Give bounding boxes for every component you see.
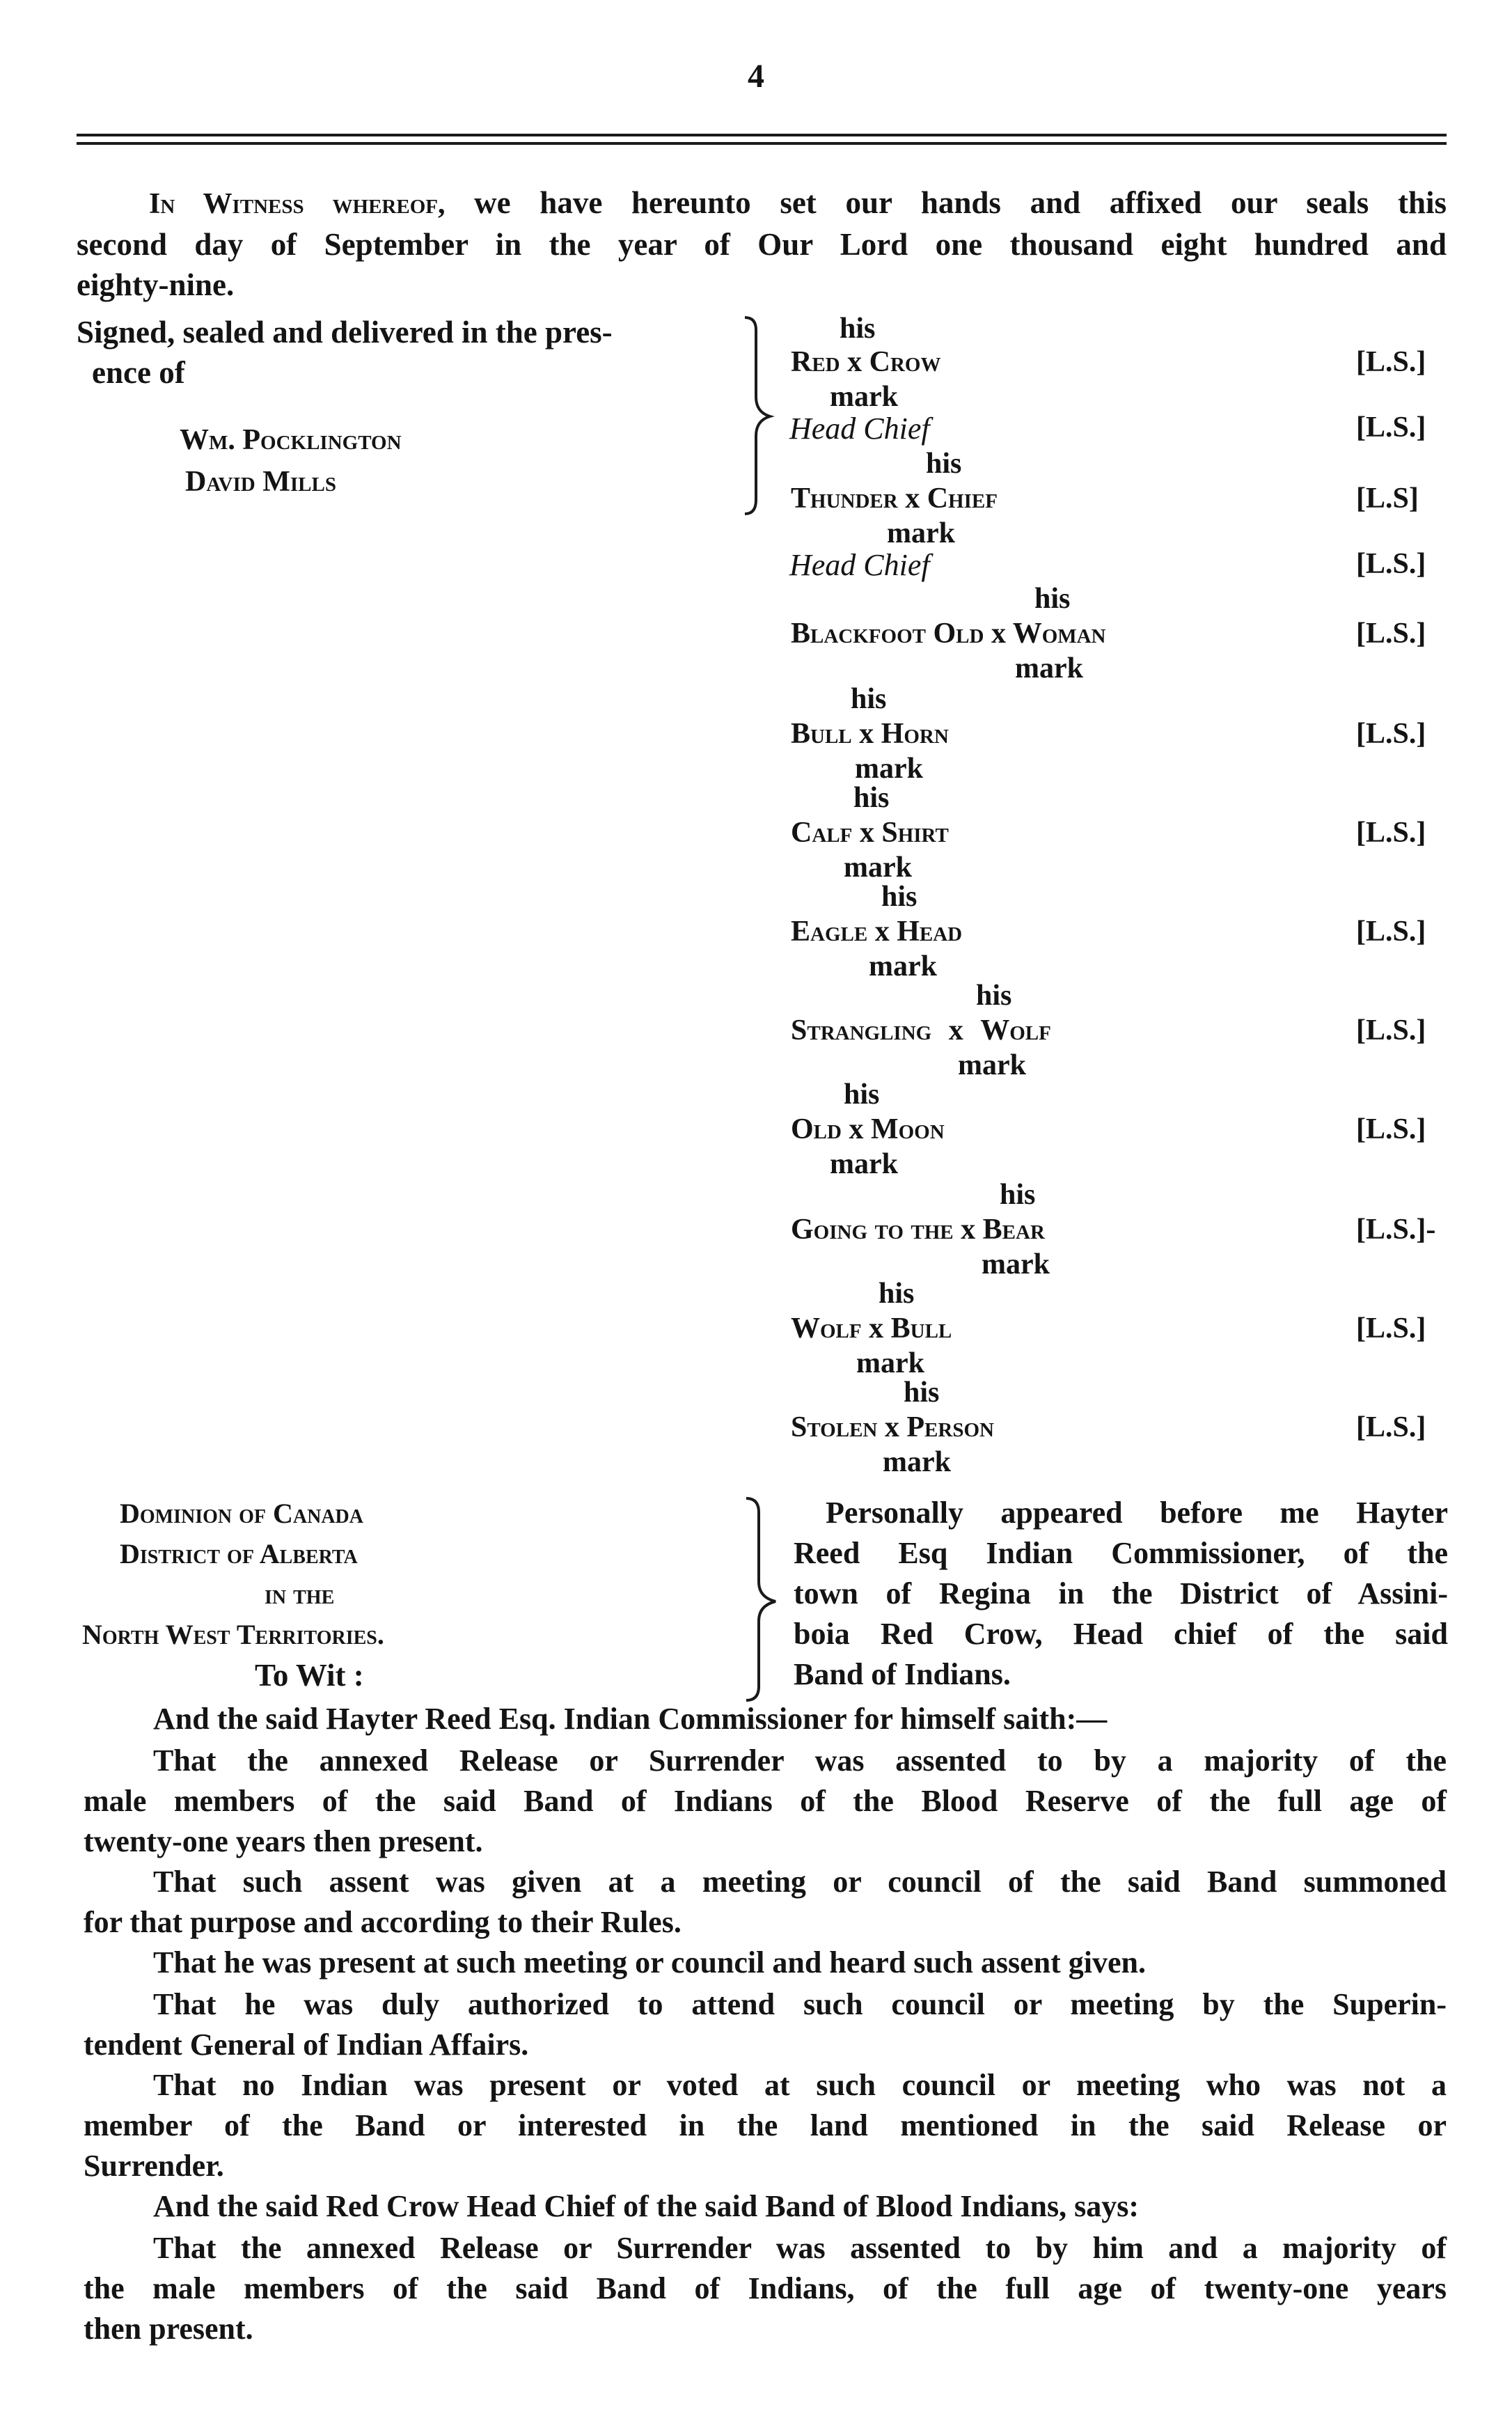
witness-lead: In Witness whereof, [149,188,446,220]
signatory-name: Strangling x Wolf [791,1014,1051,1047]
witness-clause-line-1: In Witness whereof, we have hereunto set our hands and affixed our seals this [149,185,1447,220]
body-paragraph-authorized: That he was duly authorized to attend such council or meeting by the Superin- tendent General of Indian Affairs. [84,1987,1447,2062]
signatory-name: Going to the x Bear [791,1214,1045,1246]
his-label: his [879,1278,915,1310]
seal-mark: [L.S.] [1356,1113,1426,1145]
mark-label: mark [883,1446,951,1478]
his-label: his [1000,1179,1036,1211]
seal-mark: [L.S.] [1356,346,1426,378]
his-label: his [881,881,918,913]
signatory-name: Thunder x Chief [791,483,998,515]
personally-appeared-paragraph: Personally appeared before me Hayter Reed Esq Indian Commissioner, of the town of Regina in the District of Assini- boia Red Crow, Head chief of the said Band of Indians. [794,1496,1448,1691]
witness-clause-line-3: eighty-nine. [77,267,235,302]
seal-mark: [L.S.] [1356,718,1426,750]
signatory-name: Wolf x Bull [791,1312,952,1345]
his-label: his [904,1377,940,1409]
body-paragraph-present: That he was present at such meeting or council and heard such assent given. [153,1945,1147,1980]
signatory-name: Calf x Shirt [791,817,949,849]
mark-label: mark [958,1049,1026,1081]
mark-label: mark [830,1148,898,1180]
seal-mark: [L.S.] [1356,618,1426,650]
signatory-name: Eagle x Head [791,916,963,948]
his-label: his [844,1079,880,1111]
his-label: his [976,980,1012,1012]
signatory-name: Red x Crow [791,346,941,378]
witness-clause [77,182,1447,305]
body-paragraph-no-indian: That no Indian was present or voted at such council or meeting who was not a member of the Band or interested in the land mentioned in the said Release or Surrender. [84,2068,1447,2183]
mark-label: mark [887,517,955,549]
seal-mark: [L.S.] [1356,411,1426,444]
page-number: 4 [748,58,764,95]
his-label: his [926,448,962,480]
seal-mark: [L.S.] [1356,916,1426,948]
signed-sealed-text: Signed, sealed and delivered in the pres- ence of [77,315,613,390]
his-label: his [1034,583,1071,615]
mark-label: mark [844,852,912,884]
to-wit: To Wit : [255,1658,364,1693]
mark-label: mark [855,753,923,785]
body-paragraph-meeting: That such assent was given at a meeting or council of the said Band summoned for that purpose and according to their Rules. [84,1865,1447,1939]
body-paragraph-red-crow-says: And the said Red Crow Head Chief of the said Band of Blood Indians, says: [153,2189,1140,2223]
seal-mark: [L.S.] [1356,1014,1426,1047]
his-label: his [840,313,876,345]
jurisdiction-territories: North West Territories. [82,1619,384,1650]
mark-label: mark [982,1248,1050,1280]
signatory-brace [738,315,780,517]
mark-label: mark [869,950,937,982]
body-paragraph-assent: That the annexed Release or Surrender was assented to by a majority of the male members of the said Band of Indians of the Blood Reserve of the full age of twenty-one years then present. [84,1743,1447,1858]
jurisdiction-dominion: Dominion of Canada [120,1498,363,1529]
body-paragraph-assented-by-him: That the annexed Release or Surrender was assented to by him and a majority of the male members of the said Band of Indians, of the full age of twenty-one years then present. [84,2231,1447,2346]
seal-mark: [L.S.] [1356,1312,1426,1345]
mark-label: mark [856,1347,924,1379]
header-rule-bottom [77,142,1447,145]
his-label: his [851,683,887,715]
signatory-name: Bull x Horn [791,718,949,750]
witness-name-2: David Mills [185,466,336,498]
jurisdiction-brace [739,1496,788,1704]
signatory-name: Blackfoot Old x Woman [791,618,1106,650]
seal-mark: [L.S.] [1356,548,1426,580]
mark-label: mark [1015,652,1083,684]
seal-mark: [L.S.]- [1356,1214,1436,1246]
head-chief-label: Head Chief [789,411,930,446]
witness-clause-line-2: second day of September in the year of Our Lord one thousand eight hundred and [77,227,1447,262]
body-paragraph-commissioner: And the said Hayter Reed Esq. Indian Commissioner for himself saith:— [153,1702,1108,1736]
signatory-name: Old x Moon [791,1113,945,1145]
jurisdiction-district: District of Alberta [120,1538,358,1569]
seal-mark: [L.S.] [1356,817,1426,849]
seal-mark: [L.S.] [1356,1411,1426,1443]
seal-mark: [L.S] [1356,483,1419,515]
his-label: his [853,782,890,814]
head-chief-label: Head Chief [789,548,930,582]
witness-name-1: Wm. Pocklington [180,424,402,456]
signatory-name: Stolen x Person [791,1411,994,1443]
jurisdiction-in-the: in the [265,1578,335,1610]
mark-label: mark [830,381,898,413]
header-rule-top [77,134,1447,136]
